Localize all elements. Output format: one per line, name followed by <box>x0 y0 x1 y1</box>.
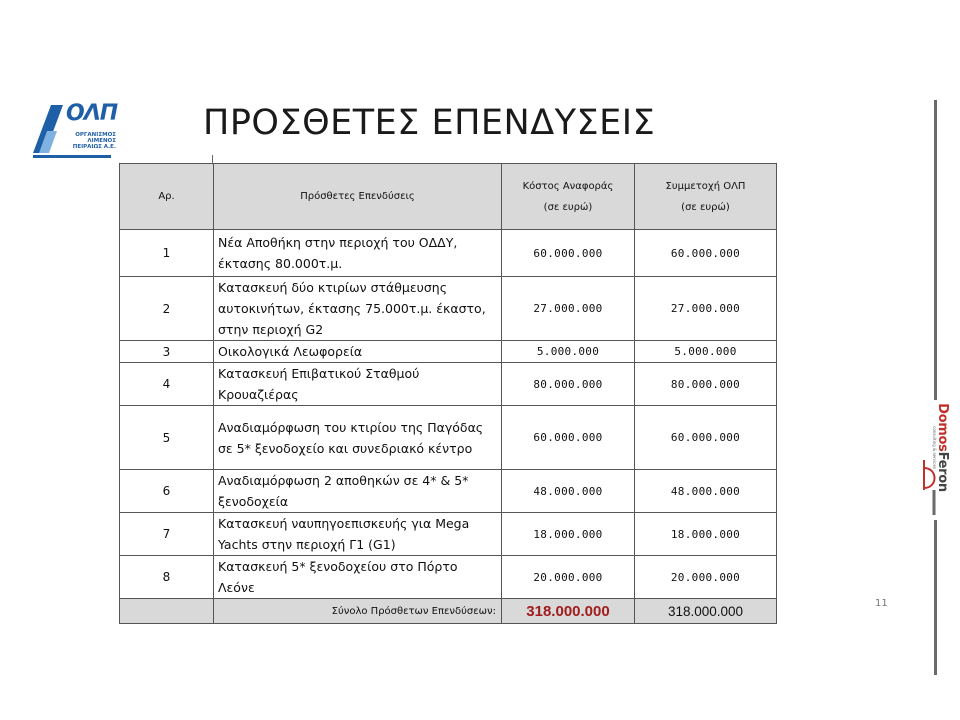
row-number: 5 <box>120 406 214 470</box>
row-olp: 60.000.000 <box>635 406 777 470</box>
row-description-line: Νέα Αποθήκη στην περιοχή του ΟΔΔΥ, <box>218 235 458 250</box>
row-cost: 60.000.000 <box>502 406 635 470</box>
total-cost: 318.000.000 <box>502 599 635 624</box>
row-cost: 48.000.000 <box>502 470 635 513</box>
olp-logo-line2: ΛΙΜΕΝΟΣ <box>87 138 116 144</box>
domosferon-part1: Domos <box>934 403 950 452</box>
table-header-row <box>120 164 777 230</box>
row-olp: 48.000.000 <box>635 470 777 513</box>
row-olp: 5.000.000 <box>635 341 777 363</box>
row-number: 1 <box>120 230 214 277</box>
header-olp <box>635 164 777 230</box>
page-title: ΠΡΟΣΘΕΤΕΣ ΕΠΕΝΔΥΣΕΙΣ <box>203 103 656 143</box>
total-label: Σύνολο Πρόσθετων Επενδύσεων: <box>214 599 502 624</box>
row-description-line: έκτασης 80.000τ.μ. <box>218 256 343 271</box>
row-number: 7 <box>120 513 214 556</box>
row-description-line: Λεόνε <box>218 580 255 595</box>
table-row <box>120 470 777 513</box>
row-number: 6 <box>120 470 214 513</box>
row-description <box>214 556 502 599</box>
row-description-line: σε 5* ξενοδοχείο και συνεδριακό κέντρο <box>218 440 473 456</box>
row-olp: 20.000.000 <box>635 556 777 599</box>
header-desc: Πρόσθετες Επενδύσεις <box>214 164 502 230</box>
table-row <box>120 277 777 341</box>
row-description <box>214 277 502 341</box>
right-rule-bottom <box>934 520 937 675</box>
olp-logo-line3: ΠΕΙΡΑΙΩΣ Α.Ε. <box>72 144 116 150</box>
row-cost: 80.000.000 <box>502 363 635 406</box>
row-description <box>214 513 502 556</box>
page-number: 11 <box>875 598 888 609</box>
row-description <box>214 341 502 363</box>
header-num: Αρ. <box>120 164 214 230</box>
olp-logo-line1: ΟΡΓΑΝΙΣΜΟΣ <box>75 132 116 138</box>
row-cost: 27.000.000 <box>502 277 635 341</box>
row-description-line: Κατασκευή Επιβατικού Σταθμού <box>218 366 420 381</box>
header-olp-line2: (σε ευρώ) <box>681 201 730 213</box>
row-olp: 27.000.000 <box>635 277 777 341</box>
total-row <box>120 599 777 624</box>
total-empty-cell <box>120 599 214 624</box>
table-row <box>120 406 777 470</box>
domosferon-part2: Feron <box>934 451 950 492</box>
right-rule-top <box>934 100 937 400</box>
row-description <box>214 470 502 513</box>
row-olp: 60.000.000 <box>635 230 777 277</box>
row-description-line: Yachts στην περιοχή Γ1 (G1) <box>218 537 396 552</box>
table-row <box>120 230 777 277</box>
row-description-line: Αναδιαμόρφωση 2 αποθηκών σε 4* & 5* <box>218 473 469 488</box>
investments-table <box>119 163 777 624</box>
header-olp-line1: Συμμετοχή ΟΛΠ <box>665 180 746 192</box>
header-cost-line2: (σε ευρώ) <box>543 201 593 213</box>
row-description-line: Κατασκευή δύο κτιρίων στάθμευσης <box>218 280 448 295</box>
table-row <box>120 556 777 599</box>
row-description <box>214 406 502 470</box>
total-olp: 318.000.000 <box>635 599 777 624</box>
row-cost: 60.000.000 <box>502 230 635 277</box>
row-description-line: Κατασκευή ναυπηγοεπισκευής για Mega <box>218 516 470 531</box>
row-description-line: Κρουαζιέρας <box>218 387 299 402</box>
domosferon-tagline: consulting & services <box>931 426 937 469</box>
row-description-line: αυτοκινήτων, έκτασης 75.000τ.μ. έκαστο, <box>218 301 486 316</box>
header-cost <box>502 164 635 230</box>
row-description <box>214 363 502 406</box>
table-body <box>120 230 777 599</box>
olp-logo <box>33 101 118 157</box>
table-row <box>120 341 777 363</box>
row-number: 3 <box>120 341 214 363</box>
row-cost: 5.000.000 <box>502 341 635 363</box>
header-cost-line1: Κόστος Αναφοράς <box>522 180 614 192</box>
row-olp: 80.000.000 <box>635 363 777 406</box>
row-number: 8 <box>120 556 214 599</box>
row-cost: 20.000.000 <box>502 556 635 599</box>
row-description <box>214 230 502 277</box>
row-description-line: Οικολογικά Λεωφορεία <box>218 344 363 359</box>
row-olp: 18.000.000 <box>635 513 777 556</box>
table-row <box>120 513 777 556</box>
domosferon-wordmark <box>935 403 950 492</box>
row-number: 2 <box>120 277 214 341</box>
olp-logo-underline <box>33 155 111 158</box>
table-row <box>120 363 777 406</box>
row-description-line: ξενοδοχεία <box>218 494 289 509</box>
row-cost: 18.000.000 <box>502 513 635 556</box>
olp-logo-brand: ΟΛΠ <box>66 101 118 126</box>
row-description-line: Αναδιαμόρφωση του κτιρίου της Παγόδας <box>218 419 484 435</box>
row-description-line: στην περιοχή G2 <box>218 322 324 337</box>
olp-logo-mark-icon <box>33 105 63 153</box>
row-number: 4 <box>120 363 214 406</box>
row-description-line: Κατασκευή 5* ξενοδοχείου στο Πόρτο <box>218 559 458 574</box>
